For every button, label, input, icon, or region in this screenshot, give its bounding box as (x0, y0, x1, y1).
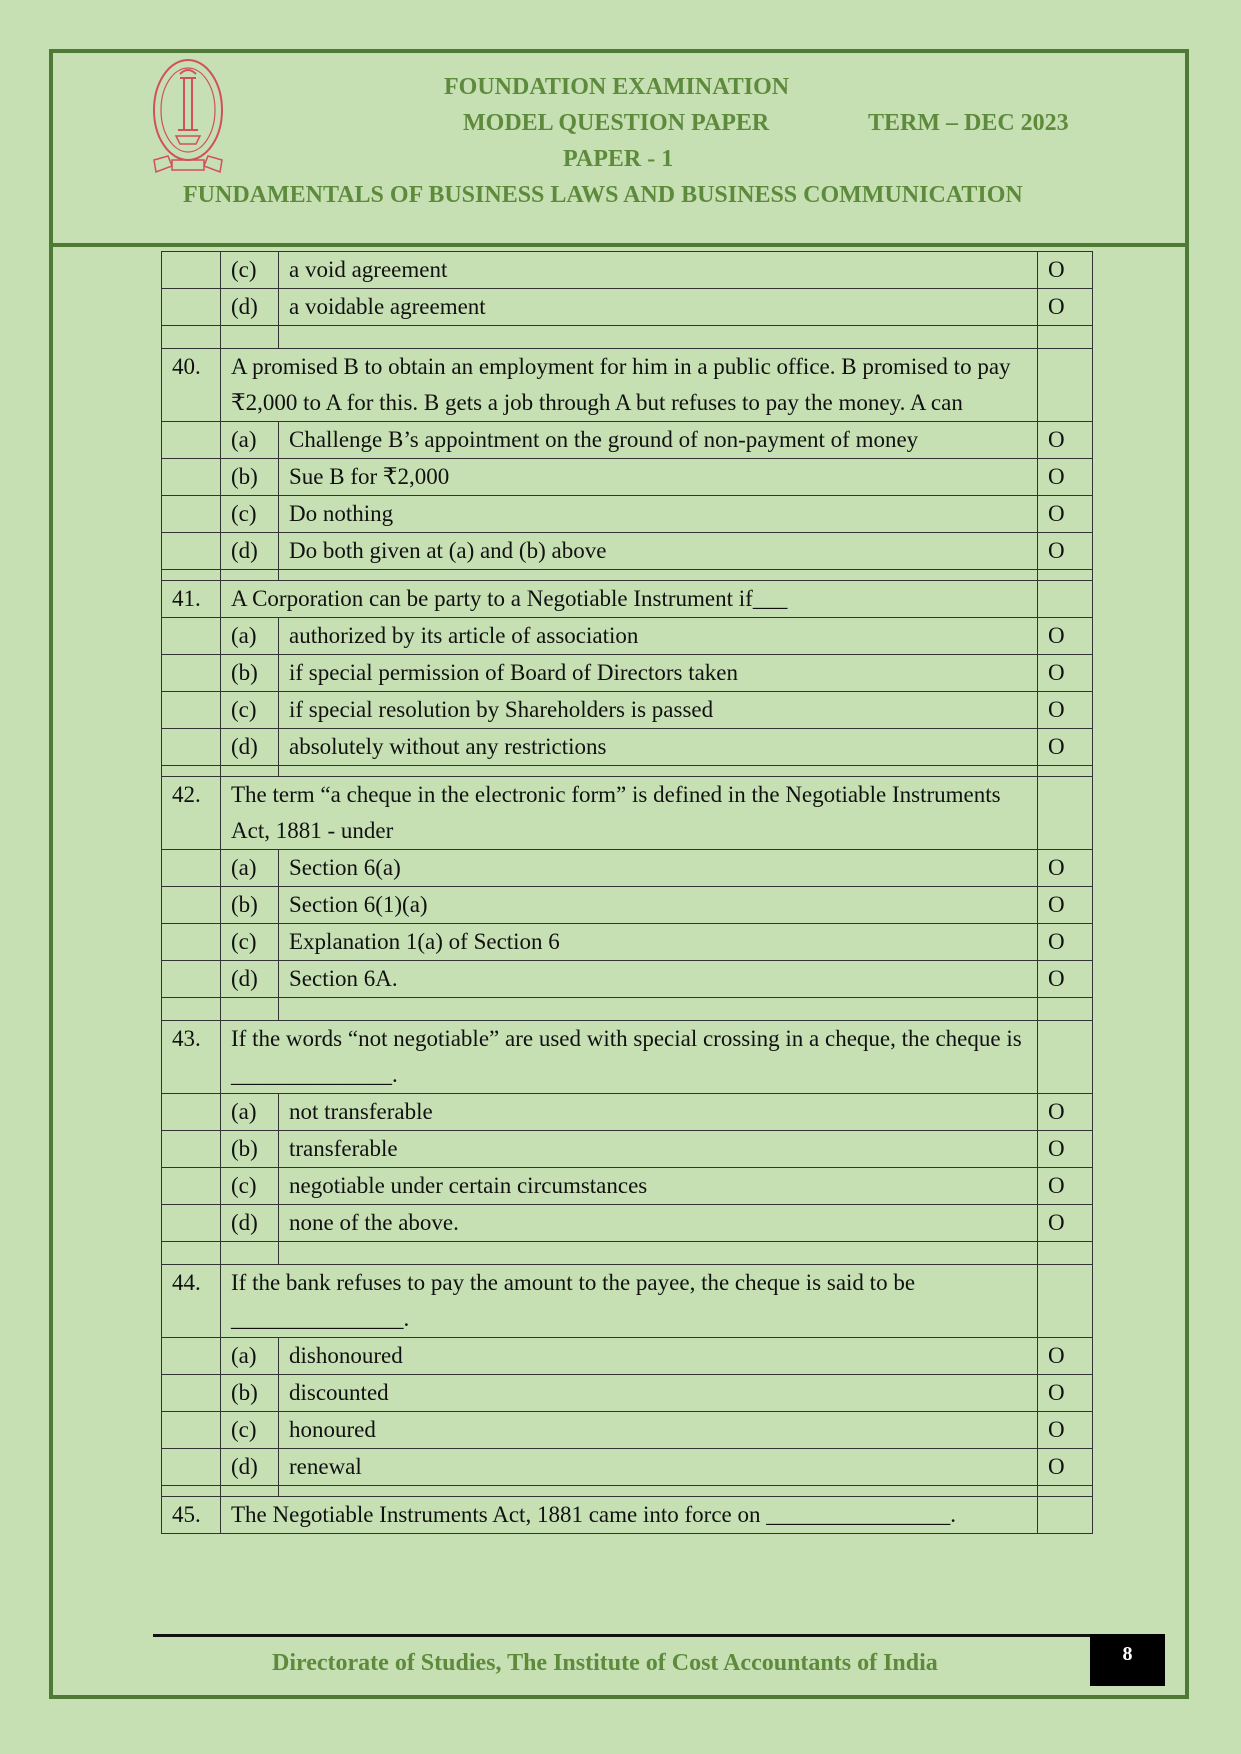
spacer-row (162, 1486, 1093, 1497)
option-label: (d) (221, 961, 279, 998)
option-label: (c) (221, 924, 279, 961)
option-label: (c) (221, 692, 279, 729)
question-stem: The term “a cheque in the electronic form” is defined in the Negotiable Instruments Act, 1881 - under (221, 777, 1038, 850)
option-label: (a) (221, 1338, 279, 1375)
option-label: (b) (221, 887, 279, 924)
option-label: (c) (221, 1168, 279, 1205)
answer-mark[interactable]: O (1038, 1412, 1093, 1449)
option-label: (c) (221, 1412, 279, 1449)
question-number: 42. (162, 777, 221, 850)
option-row (162, 1338, 1093, 1375)
option-label: (c) (221, 252, 279, 289)
answer-mark[interactable]: O (1038, 618, 1093, 655)
answer-mark[interactable]: O (1038, 655, 1093, 692)
option-row (162, 655, 1093, 692)
option-label: (b) (221, 1131, 279, 1168)
answer-mark[interactable]: O (1038, 1205, 1093, 1242)
answer-mark[interactable]: O (1038, 961, 1093, 998)
question-stem: If the bank refuses to pay the amount to the payee, the cheque is said to be _______________. (221, 1265, 1038, 1338)
answer-mark[interactable]: O (1038, 692, 1093, 729)
option-row (162, 1168, 1093, 1205)
header-paper-type: MODEL QUESTION PAPER (463, 110, 770, 136)
option-label: (d) (221, 533, 279, 570)
option-row (162, 459, 1093, 496)
question-row (162, 1497, 1093, 1534)
spacer-row (162, 1242, 1093, 1265)
header-exam-title: FOUNDATION EXAMINATION (444, 74, 790, 100)
option-row (162, 533, 1093, 570)
option-text: a voidable agreement (279, 289, 1038, 326)
question-stem: The Negotiable Instruments Act, 1881 came into force on ________________. (221, 1497, 1038, 1534)
option-text: not transferable (279, 1094, 1038, 1131)
option-text: Sue B for ₹2,000 (279, 459, 1038, 496)
answer-mark[interactable]: O (1038, 850, 1093, 887)
answer-mark[interactable]: O (1038, 1338, 1093, 1375)
option-row (162, 1449, 1093, 1486)
question-number: 45. (162, 1497, 221, 1534)
option-row (162, 961, 1093, 998)
option-text: Do both given at (a) and (b) above (279, 533, 1038, 570)
option-label: (c) (221, 496, 279, 533)
institute-seal-logo (150, 56, 226, 184)
question-row (162, 1021, 1093, 1094)
option-row (162, 496, 1093, 533)
answer-mark[interactable]: O (1038, 1375, 1093, 1412)
option-text: dishonoured (279, 1338, 1038, 1375)
option-label: (a) (221, 850, 279, 887)
spacer-row (162, 570, 1093, 581)
option-text: if special resolution by Shareholders is passed (279, 692, 1038, 729)
page-number: 8 (1090, 1634, 1165, 1686)
answer-mark[interactable]: O (1038, 496, 1093, 533)
option-row (162, 692, 1093, 729)
option-text: honoured (279, 1412, 1038, 1449)
option-row (162, 1412, 1093, 1449)
answer-mark[interactable]: O (1038, 1168, 1093, 1205)
option-text: Explanation 1(a) of Section 6 (279, 924, 1038, 961)
answer-mark[interactable]: O (1038, 422, 1093, 459)
option-label: (d) (221, 1205, 279, 1242)
option-row (162, 850, 1093, 887)
question-row (162, 349, 1093, 422)
option-label: (b) (221, 459, 279, 496)
option-text: if special permission of Board of Directors taken (279, 655, 1038, 692)
answer-mark[interactable]: O (1038, 729, 1093, 766)
answer-mark[interactable]: O (1038, 924, 1093, 961)
option-label: (a) (221, 618, 279, 655)
option-row (162, 252, 1093, 289)
question-row (162, 777, 1093, 850)
answer-mark[interactable]: O (1038, 1131, 1093, 1168)
answer-mark[interactable]: O (1038, 459, 1093, 496)
option-text: Section 6(a) (279, 850, 1038, 887)
header-paper-number: PAPER - 1 (563, 146, 674, 172)
option-text: absolutely without any restrictions (279, 729, 1038, 766)
question-stem: A promised B to obtain an employment for him in a public office. B promised to pay ₹2,000 to A for this. B gets a job through A but refuses to pay the money. A can (221, 349, 1038, 422)
spacer-row (162, 998, 1093, 1021)
header-subject: FUNDAMENTALS OF BUSINESS LAWS AND BUSINESS COMMUNICATION (183, 182, 1023, 208)
question-row (162, 581, 1093, 618)
answer-mark[interactable]: O (1038, 289, 1093, 326)
question-row (162, 1265, 1093, 1338)
question-table (161, 251, 1093, 1534)
option-row (162, 1094, 1093, 1131)
answer-mark[interactable]: O (1038, 1449, 1093, 1486)
option-row (162, 618, 1093, 655)
option-row (162, 729, 1093, 766)
question-number: 40. (162, 349, 221, 422)
answer-mark[interactable]: O (1038, 887, 1093, 924)
answer-mark[interactable]: O (1038, 1094, 1093, 1131)
option-row (162, 887, 1093, 924)
option-text: discounted (279, 1375, 1038, 1412)
option-text: a void agreement (279, 252, 1038, 289)
option-row (162, 289, 1093, 326)
option-text: Section 6(1)(a) (279, 887, 1038, 924)
option-label: (a) (221, 1094, 279, 1131)
option-label: (d) (221, 729, 279, 766)
answer-mark[interactable]: O (1038, 533, 1093, 570)
spacer-row (162, 766, 1093, 777)
option-row (162, 924, 1093, 961)
option-label: (a) (221, 422, 279, 459)
option-text: Do nothing (279, 496, 1038, 533)
option-text: renewal (279, 1449, 1038, 1486)
footer-rule (153, 1634, 1091, 1637)
option-row (162, 422, 1093, 459)
option-row (162, 1131, 1093, 1168)
question-number: 41. (162, 581, 221, 618)
option-label: (d) (221, 289, 279, 326)
question-stem: If the words “not negotiable” are used with special crossing in a cheque, the cheque is ______________. (221, 1021, 1038, 1094)
question-number: 44. (162, 1265, 221, 1338)
option-label: (d) (221, 1449, 279, 1486)
option-text: none of the above. (279, 1205, 1038, 1242)
option-label: (b) (221, 655, 279, 692)
option-row (162, 1375, 1093, 1412)
question-number: 43. (162, 1021, 221, 1094)
option-label: (b) (221, 1375, 279, 1412)
question-stem: A Corporation can be party to a Negotiable Instrument if___ (221, 581, 1038, 618)
header-term: TERM – DEC 2023 (868, 110, 1069, 136)
option-text: Section 6A. (279, 961, 1038, 998)
option-text: negotiable under certain circumstances (279, 1168, 1038, 1205)
option-text: authorized by its article of association (279, 618, 1038, 655)
option-text: Challenge B’s appointment on the ground of non-payment of money (279, 422, 1038, 459)
footer-text: Directorate of Studies, The Institute of Cost Accountants of India (272, 1650, 938, 1676)
spacer-row (162, 326, 1093, 349)
option-text: transferable (279, 1131, 1038, 1168)
option-row (162, 1205, 1093, 1242)
answer-mark[interactable]: O (1038, 252, 1093, 289)
